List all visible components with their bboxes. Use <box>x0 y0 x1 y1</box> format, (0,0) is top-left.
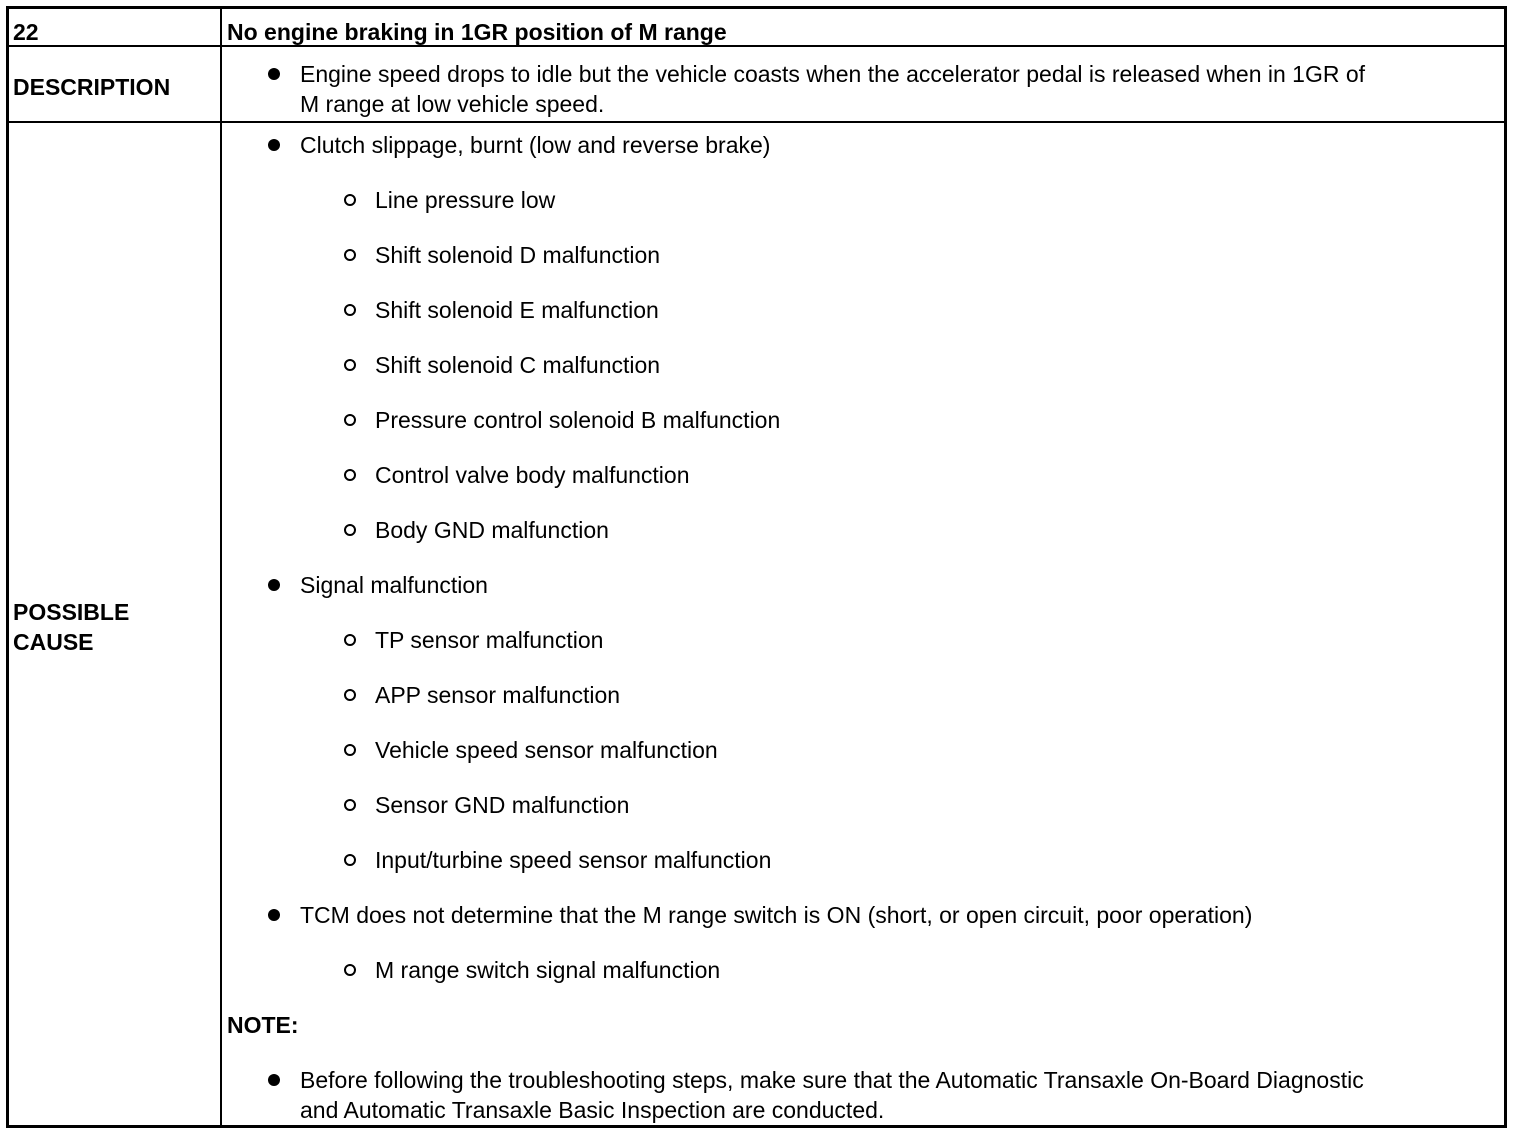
open-circle-icon <box>344 964 356 976</box>
cause-subitem: Shift solenoid E malfunction <box>375 297 659 323</box>
open-circle-icon <box>344 689 356 701</box>
open-circle-icon <box>344 414 356 426</box>
description-line-2: M range at low vehicle speed. <box>300 91 605 117</box>
cause-subitem: M range switch signal malfunction <box>375 957 721 983</box>
cause-subitem: Input/turbine speed sensor malfunction <box>375 847 772 873</box>
bullet-icon <box>268 1074 280 1086</box>
open-circle-icon <box>344 194 356 206</box>
open-circle-icon <box>344 359 356 371</box>
open-circle-icon <box>344 524 356 536</box>
cause-subitem: Shift solenoid D malfunction <box>375 242 661 268</box>
bullet-icon <box>268 68 280 80</box>
cause-subitem: APP sensor malfunction <box>375 682 621 708</box>
note-label: NOTE: <box>227 1012 299 1038</box>
description-line-1: Engine speed drops to idle but the vehicle coasts when the accelerator pedal is released when in 1GR of <box>300 61 1366 87</box>
bullet-icon <box>268 909 280 921</box>
cause-subitem: Control valve body malfunction <box>375 462 690 488</box>
cause-item: TCM does not determine that the M range switch is ON (short, or open circuit, poor operation) <box>300 902 1253 928</box>
cause-subitem: Vehicle speed sensor malfunction <box>375 737 718 763</box>
description-label: DESCRIPTION <box>13 74 171 100</box>
possible-cause-label-line-2: CAUSE <box>13 629 94 655</box>
note-line-2: and Automatic Transaxle Basic Inspection are conducted. <box>300 1097 885 1123</box>
column-divider <box>220 9 222 1125</box>
bullet-icon <box>268 579 280 591</box>
symptom-title: No engine braking in 1GR position of M range <box>227 19 727 45</box>
diagnostic-table <box>6 6 1507 1128</box>
bullet-icon <box>268 139 280 151</box>
open-circle-icon <box>344 304 356 316</box>
open-circle-icon <box>344 469 356 481</box>
open-circle-icon <box>344 634 356 646</box>
cause-subitem: TP sensor malfunction <box>375 627 604 653</box>
cause-subitem: Pressure control solenoid B malfunction <box>375 407 781 433</box>
open-circle-icon <box>344 744 356 756</box>
possible-cause-label-line-1: POSSIBLE <box>13 599 130 625</box>
open-circle-icon <box>344 249 356 261</box>
cause-subitem: Line pressure low <box>375 187 556 213</box>
cause-item: Clutch slippage, burnt (low and reverse brake) <box>300 132 771 158</box>
row-divider-description <box>9 121 1504 123</box>
cause-subitem: Shift solenoid C malfunction <box>375 352 661 378</box>
cause-subitem: Body GND malfunction <box>375 517 609 543</box>
cause-item: Signal malfunction <box>300 572 488 598</box>
open-circle-icon <box>344 854 356 866</box>
open-circle-icon <box>344 799 356 811</box>
cause-subitem: Sensor GND malfunction <box>375 792 630 818</box>
note-line-1: Before following the troubleshooting steps, make sure that the Automatic Transaxle On-Board Diagnostic <box>300 1067 1364 1093</box>
symptom-number: 22 <box>13 19 39 45</box>
